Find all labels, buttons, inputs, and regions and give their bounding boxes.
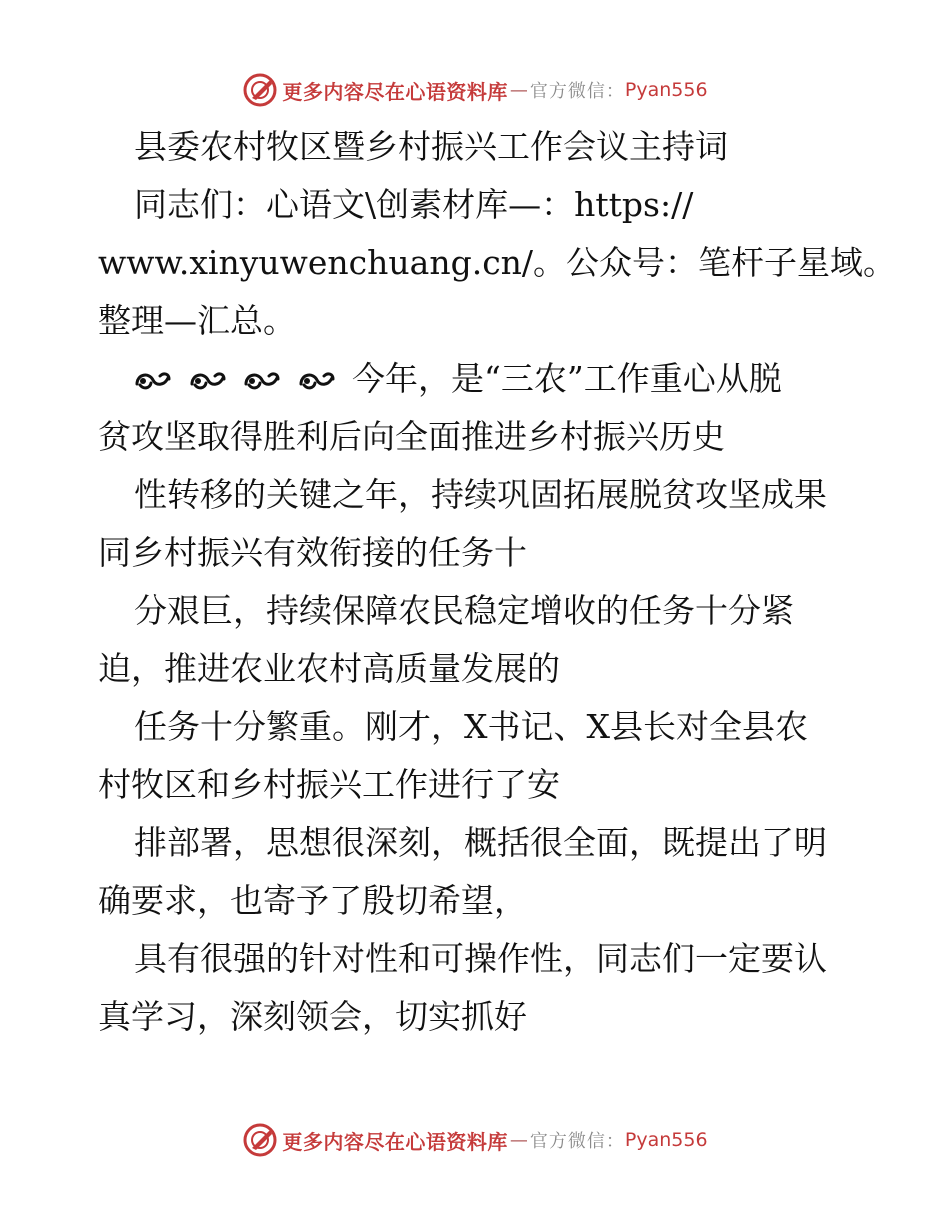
text-line: 具有很强的针对性和可操作性，同志们一定要认: [134, 939, 827, 978]
text-line: 真学习，深刻领会，切实抓好: [98, 997, 527, 1036]
banner-label: 官方微信：: [529, 1131, 625, 1152]
text-line: 分艰巨，持续保障农民稳定增收的任务十分紧: [134, 591, 794, 630]
fleuron-icon: [134, 352, 172, 410]
logo-icon: [242, 1122, 278, 1158]
banner-label: 官方微信：: [529, 81, 625, 102]
fleuron-icon: [189, 352, 227, 410]
text-line: 村牧区和乡村振兴工作进行了安: [98, 765, 560, 804]
banner-title: 更多内容尽在心语资料库: [282, 79, 508, 104]
document-title: 县委农村牧区暨乡村振兴工作会议主持词: [134, 127, 728, 166]
ornament-line: [98, 350, 858, 408]
banner-code: Pyan556: [624, 1129, 708, 1151]
document-body: [98, 118, 897, 1046]
text-line: 迫，推进农业农村高质量发展的: [98, 649, 560, 688]
text-line: www.xinyuwenchuang.cn/。公众号：笔杆子星域。: [98, 243, 897, 282]
text-line: 排部署，思想很深刻，概括很全面，既提出了明: [134, 823, 827, 862]
header-banner: [0, 70, 950, 110]
text-line: 性转移的关键之年，持续巩固拓展脱贫攻坚成果: [134, 475, 827, 514]
text-line: 贫攻坚取得胜利后向全面推进乡村振兴历史: [98, 417, 725, 456]
banner-separator: —: [509, 79, 528, 101]
text-line: 确要求，也寄予了殷切希望，: [98, 881, 527, 920]
text-line: 同乡村振兴有效衔接的任务十: [98, 533, 527, 572]
text-line: 今年，是“三农”工作重心从脱: [352, 359, 782, 398]
fleuron-icon: [243, 352, 281, 410]
text-line: 同志们：心语文\创素材库—：https://: [134, 185, 694, 224]
fleuron-icon: [298, 352, 336, 410]
banner-code: Pyan556: [624, 79, 708, 101]
banner-separator: —: [509, 1129, 528, 1151]
footer-banner: [0, 1120, 950, 1160]
text-line: 任务十分繁重。刚才，X书记、X县长对全县农: [134, 707, 808, 746]
text-line: 整理—汇总。: [98, 301, 296, 340]
logo-icon: [242, 72, 278, 108]
banner-title: 更多内容尽在心语资料库: [282, 1129, 508, 1154]
